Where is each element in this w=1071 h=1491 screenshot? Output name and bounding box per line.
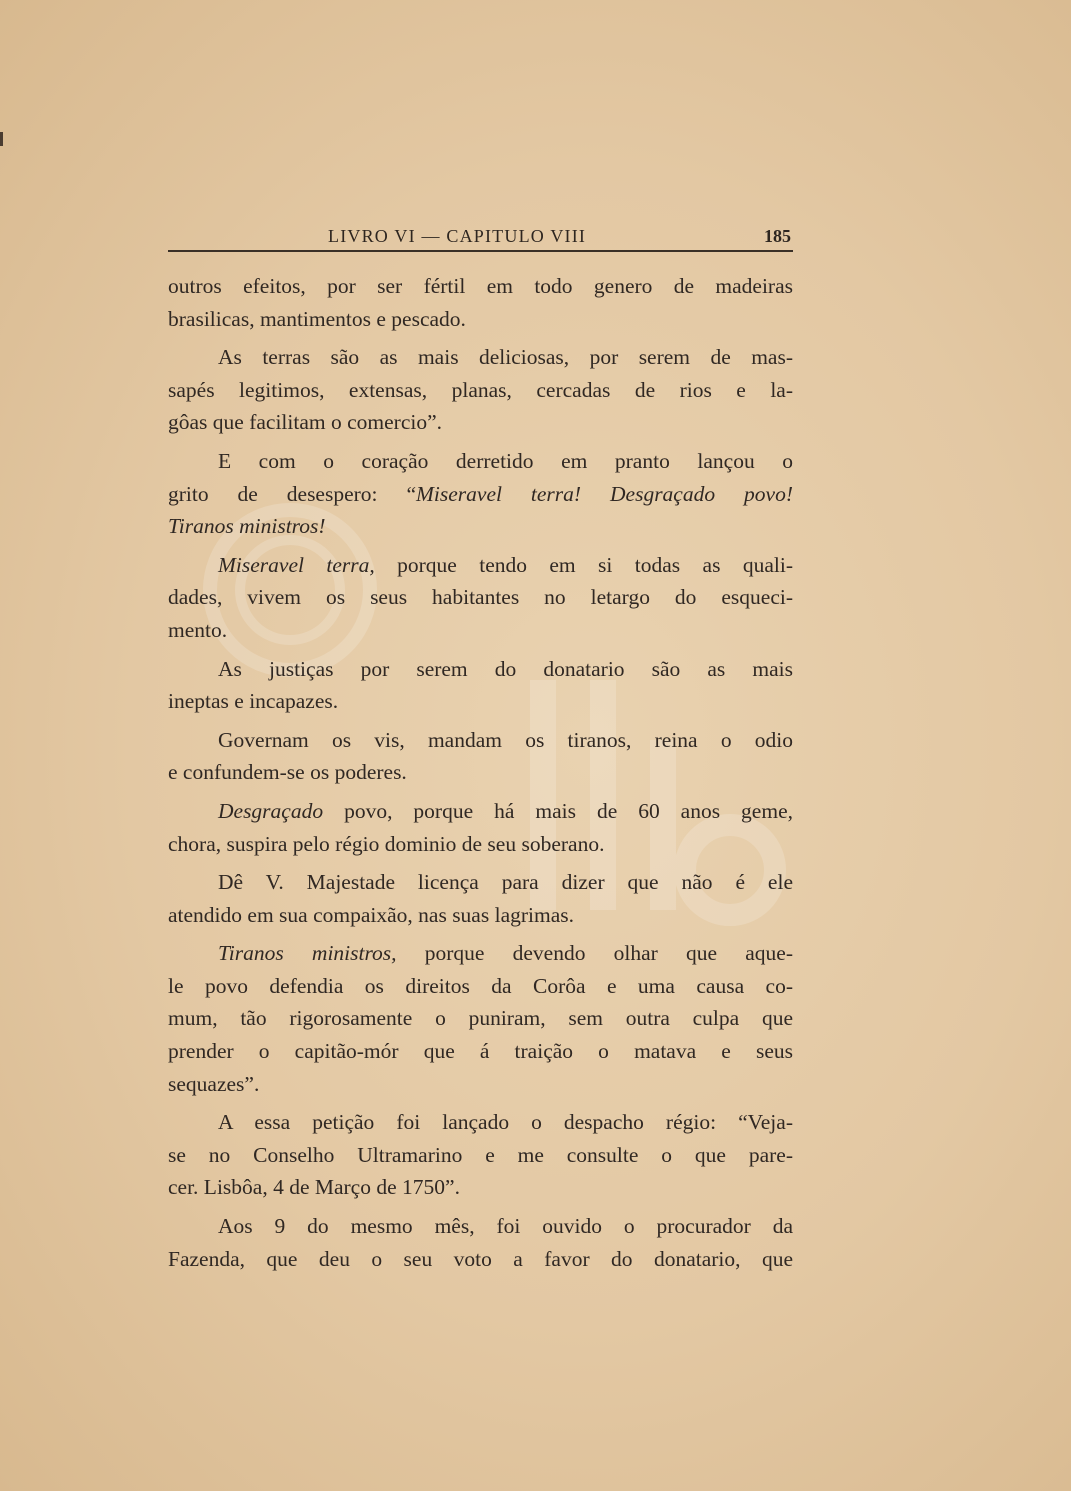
text-line: As terras são as mais deliciosas, por serem de mas- [218,345,793,370]
text-line: Dê V. Majestade licença para dizer que não é ele [218,870,793,895]
text-line: prender o capitão-mór que á traição o matava e seus [168,1039,793,1064]
text-line: ineptas e incapazes. [168,689,339,714]
italic-segment: Tiranos ministros, [218,941,397,966]
text-line: chora, suspira pelo régio dominio de seu soberano. [168,831,605,856]
running-title: LIVRO VI — CAPITULO VIII [328,226,587,246]
text-line: se no Conselho Ultramarino e me consulte o que pare- [168,1142,793,1167]
text-line: mento. [168,617,228,642]
text-line: brasilicas, mantimentos e pescado. [168,306,466,331]
italic-segment: Miseravel terra! Desgraçado povo! [416,481,793,506]
page-number: 185 [764,226,791,246]
italic-segment: Desgraçado [218,798,324,823]
text-line: atendido em sua compaixão, nas suas lagrimas. [168,902,575,927]
text-line: e confundem-se os poderes. [168,760,407,785]
text-line: As justiças por serem do donatario são as mais [218,656,793,681]
text-line: cer. Lisbôa, 4 de Março de 1750”. [168,1175,460,1200]
body-text [168,270,793,1275]
text-segment: povo, porque há mais de 60 anos geme, [323,798,793,823]
text-line: Aos 9 do mesmo mês, foi ouvido o procurador da [218,1214,793,1239]
text-line: A essa petição foi lançado o despacho régio: “Veja- [218,1110,793,1135]
page-header [168,222,793,252]
text-line: sequazes”. [168,1071,260,1096]
text-line: E com o coração derretido em pranto lançou o [218,448,793,473]
text-line [168,478,793,511]
text-line: outros efeitos, por ser fértil em todo genero de madeiras [168,274,793,298]
scan-edge-mark [0,132,3,146]
text-line: Tiranos ministros! [168,514,326,539]
text-segment: porque devendo olhar que aque- [396,941,793,966]
text-line: Fazenda, que deu o seu voto a favor do donatario, que [168,1246,793,1271]
text-segment: grito de desespero: “ [168,481,416,506]
text-segment: porque tendo em si todas as quali- [374,552,793,577]
text-line: le povo defendia os direitos da Corôa e uma causa co- [168,973,793,998]
text-line [168,795,793,828]
text-line: mum, tão rigorosamente o puniram, sem outra culpa que [168,1006,793,1031]
text-line: dades, vivem os seus habitantes no letargo do esqueci- [168,585,793,610]
text-line: sapés legitimos, extensas, planas, cercadas de rios e la- [168,377,793,402]
text-line [168,937,793,970]
text-line: gôas que facilitam o comercio”. [168,410,443,435]
text-line: Governam os vis, mandam os tiranos, reina o odio [218,727,793,752]
italic-segment: Miseravel terra, [218,552,375,577]
text-line [168,549,793,582]
